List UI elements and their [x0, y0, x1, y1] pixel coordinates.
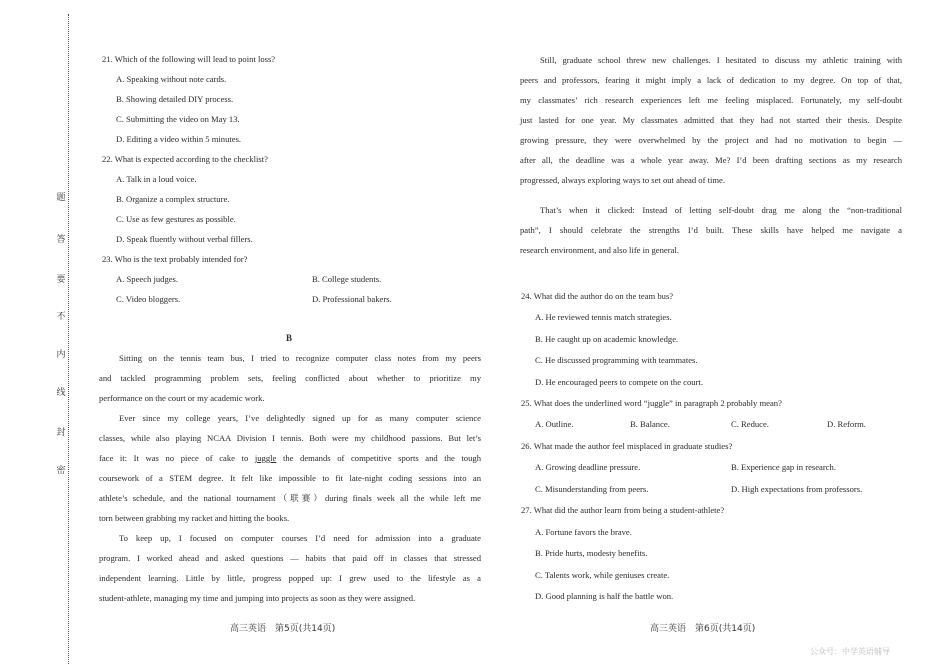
passage-line: progressed, always exploring ways to set out ahead of time.: [520, 175, 726, 185]
question-26-option-a: A. Growing deadline pressure.: [535, 462, 641, 472]
question-27-option-d: D. Good planning is half the battle won.: [535, 591, 674, 601]
passage-line: program. I worked ahead and asked questions — habits that paid off in classes that stressed: [99, 553, 481, 563]
question-21-option-c: C. Submitting the video on May 13.: [116, 114, 240, 124]
passage-line: independent learning. Little by little, progress popped up: I grew used to the lifestyle as a: [99, 573, 481, 583]
binding-char: 题: [56, 193, 66, 203]
passage-line: after all, the deadline was a whole year away. Me? I’d been drafting sections as my research: [520, 155, 902, 165]
page-footer-left: 高三英语 第5页(共14页): [230, 624, 336, 634]
question-22-stem: 22. What is expected according to the checklist?: [102, 154, 268, 164]
passage-paragraph-1: [99, 348, 481, 408]
underlined-word-juggle: juggle: [254, 453, 277, 463]
passage-line: coursework of a STEM degree. It felt like impossible to fit late-night coding sessions into an: [99, 473, 481, 483]
passage-text: face it: It was no piece of cake to: [99, 453, 255, 463]
question-26-option-c: C. Misunderstanding from peers.: [535, 484, 649, 494]
passage-line: classes, while also playing NCAA Division I tennis. Both were my childhood passions. But let’s: [99, 433, 481, 443]
binding-char: 封: [56, 428, 66, 438]
passage-line-with-underlined-word: [99, 448, 481, 468]
question-25-option-c: C. Reduce.: [731, 419, 769, 429]
binding-char: 线: [56, 388, 66, 398]
question-26-option-b: B. Experience gap in research.: [731, 462, 836, 472]
question-27-option-c: C. Talents work, while geniuses create.: [535, 570, 670, 580]
question-27-option-a: A. Fortune favors the brave.: [535, 527, 632, 537]
question-22-option-c: C. Use as few gestures as possible.: [116, 214, 236, 224]
binding-char: 不: [56, 312, 66, 322]
passage-line: path”, I should celebrate the strengths I’d built. These skills have helped me navigate a: [520, 225, 902, 235]
binding-dotted-line: [68, 14, 69, 664]
question-27-option-b: B. Pride hurts, modesty benefits.: [535, 548, 648, 558]
passage-paragraph-5: [520, 200, 902, 260]
question-23-option-a: A. Speech judges.: [116, 274, 179, 284]
question-23-option-b: B. College students.: [312, 274, 382, 284]
question-23-option-c: C. Video bloggers.: [116, 294, 181, 304]
section-label: B: [286, 333, 293, 343]
question-21-option-d: D. Editing a video within 5 minutes.: [116, 134, 242, 144]
binding-char: 要: [56, 275, 66, 285]
question-24-option-d: D. He encouraged peers to compete on the court.: [535, 377, 703, 387]
question-21-stem: 21. Which of the following will lead to point loss?: [102, 54, 276, 64]
watermark: 公众号：中学英语辅导: [810, 647, 890, 656]
passage-line: peers and professors, fearing it might imply a lack of dedication to my degree. On top of that,: [520, 75, 902, 85]
question-24-option-a: A. He reviewed tennis match strategies.: [535, 312, 672, 322]
question-24-option-c: C. He discussed programming with teammates.: [535, 355, 698, 365]
binding-char: 密: [56, 466, 66, 476]
question-25-option-b: B. Balance.: [630, 419, 670, 429]
passage-paragraph-4: [520, 50, 902, 190]
passage-line: Sitting on the tennis team bus, I tried to recognize computer class notes from my peers: [119, 353, 481, 363]
question-25-option-a: A. Outline.: [535, 419, 574, 429]
passage-line: Ever since my college years, I’ve delightedly signed up for as many computer science: [119, 413, 481, 423]
question-26-option-d: D. High expectations from professors.: [731, 484, 863, 494]
passage-line: research environment, and also life in general.: [520, 245, 679, 255]
question-22-option-d: D. Speak fluently without verbal fillers.: [116, 234, 253, 244]
question-22-option-b: B. Organize a complex structure.: [116, 194, 230, 204]
page-footer-right: 高三英语 第6页(共14页): [650, 624, 756, 634]
passage-line: torn between grabbing my racket and hitting the books.: [99, 513, 290, 523]
question-23-stem: 23. Who is the text probably intended for?: [102, 254, 248, 264]
question-24-stem: 24. What did the author do on the team bus?: [521, 291, 674, 301]
question-24-option-b: B. He caught up on academic knowledge.: [535, 334, 679, 344]
passage-line: athlete’s schedule, and the national tournament（联赛）during finals week all the while left me: [99, 493, 481, 503]
passage-paragraph-3: [99, 528, 481, 608]
question-23-option-d: D. Professional bakers.: [312, 294, 392, 304]
question-21-option-b: B. Showing detailed DIY process.: [116, 94, 234, 104]
passage-paragraph-2: [99, 408, 481, 528]
passage-line: and tackled programming problem sets, feeling conflicted about whether to prioritize my: [99, 373, 481, 383]
question-22-option-a: A. Talk in a loud voice.: [116, 174, 197, 184]
binding-char: 内: [56, 350, 66, 360]
passage-text: the demands of competitive sports and the tough: [276, 453, 481, 463]
question-25-option-d: D. Reform.: [827, 419, 866, 429]
passage-line: To keep up, I focused on computer courses I’d need for admission into a graduate: [119, 533, 481, 543]
passage-line: Still, graduate school threw new challenges. I hesitated to discuss my athletic training with: [540, 55, 902, 65]
passage-line: That’s when it clicked: Instead of letting self-doubt drag me along the “non-traditional: [540, 205, 902, 215]
passage-line: just lasted for one year. My classmates admitted that they had not started their thesis. Despite: [520, 115, 902, 125]
binding-char: 答: [56, 235, 66, 245]
passage-line: performance on the court or my academic work.: [99, 393, 265, 403]
question-25-stem: 25. What does the underlined word “juggle” in paragraph 2 probably mean?: [521, 398, 782, 408]
question-27-stem: 27. What did the author learn from being a student-athlete?: [521, 505, 725, 515]
passage-line: my classmates’ rich research experiences left me feeling misplaced. Fortunately, my self-doubt: [520, 95, 902, 105]
passage-line: student-athlete, managing my time and jumping into projects as soon as they were assigned.: [99, 593, 416, 603]
passage-line: growing pressure, they were overwhelmed by the project and had no motivation to begin —: [520, 135, 902, 145]
question-21-option-a: A. Speaking without note cards.: [116, 74, 227, 84]
question-26-stem: 26. What made the author feel misplaced in graduate studies?: [521, 441, 733, 451]
